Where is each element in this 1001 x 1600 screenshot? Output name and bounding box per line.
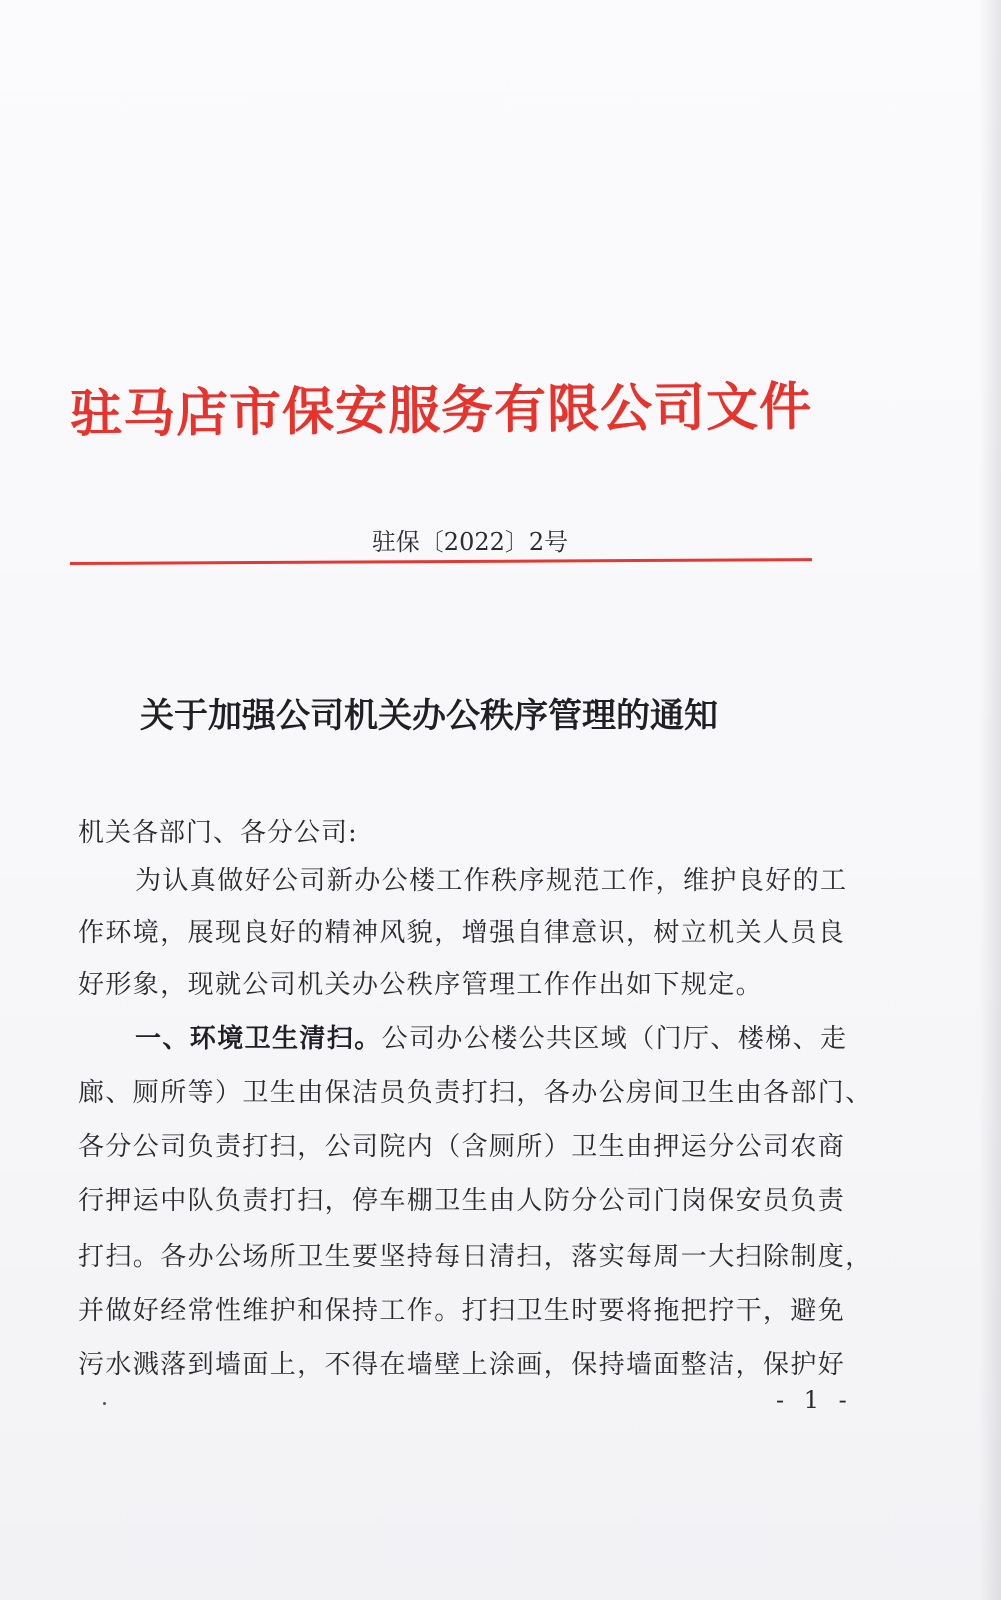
paragraph-line: 为认真做好公司新办公楼工作秩序规范工作，维护良好的工 <box>135 866 848 896</box>
section-first-line-text: 公司办公楼公共区域（门厅、楼梯、走 <box>381 1024 848 1054</box>
stray-dot-mark <box>103 1402 106 1405</box>
paragraph-line: 打扫。各办公场所卫生要坚持每日清扫，落实每周一大扫除制度， <box>78 1242 873 1272</box>
section-heading: 一、环境卫生清扫。 <box>135 1024 382 1054</box>
paragraph-line: 污水溅落到墙面上，不得在墙壁上涂画，保持墙面整洁，保护好 <box>78 1350 846 1380</box>
notice-title: 关于加强公司机关办公秩序管理的通知 <box>140 696 718 736</box>
org-header-title: 驻马店市保安服务有限公司文件 <box>69 377 813 445</box>
page-number: - 1 - <box>776 1386 853 1414</box>
paragraph-line: 行押运中队负责打扫，停车棚卫生由人防分公司门岗保安员负责 <box>78 1186 846 1216</box>
addressee-line: 机关各部门、各分公司: <box>78 818 358 848</box>
paragraph-line: 各分公司负责打扫，公司院内（含厕所）卫生由押运分公司农商 <box>78 1132 846 1162</box>
paragraph-line: 廊、厕所等）卫生由保洁员负责打扫，各办公房间卫生由各部门、 <box>78 1078 873 1108</box>
paragraph-line: 作环境，展现良好的精神风貌，增强自律意识，树立机关人员良 <box>78 918 846 948</box>
red-divider-line <box>70 558 812 565</box>
paragraph-line: 好形象，现就公司机关办公秩序管理工作作出如下规定。 <box>78 970 764 1000</box>
paragraph-line: 并做好经常性维护和保持工作。打扫卫生时要将拖把拧干，避免 <box>78 1296 846 1326</box>
section-heading-line <box>135 1018 847 1055</box>
document-number: 驻保〔2022〕2号 <box>371 528 569 556</box>
page-edge-shadow <box>979 0 1001 1600</box>
